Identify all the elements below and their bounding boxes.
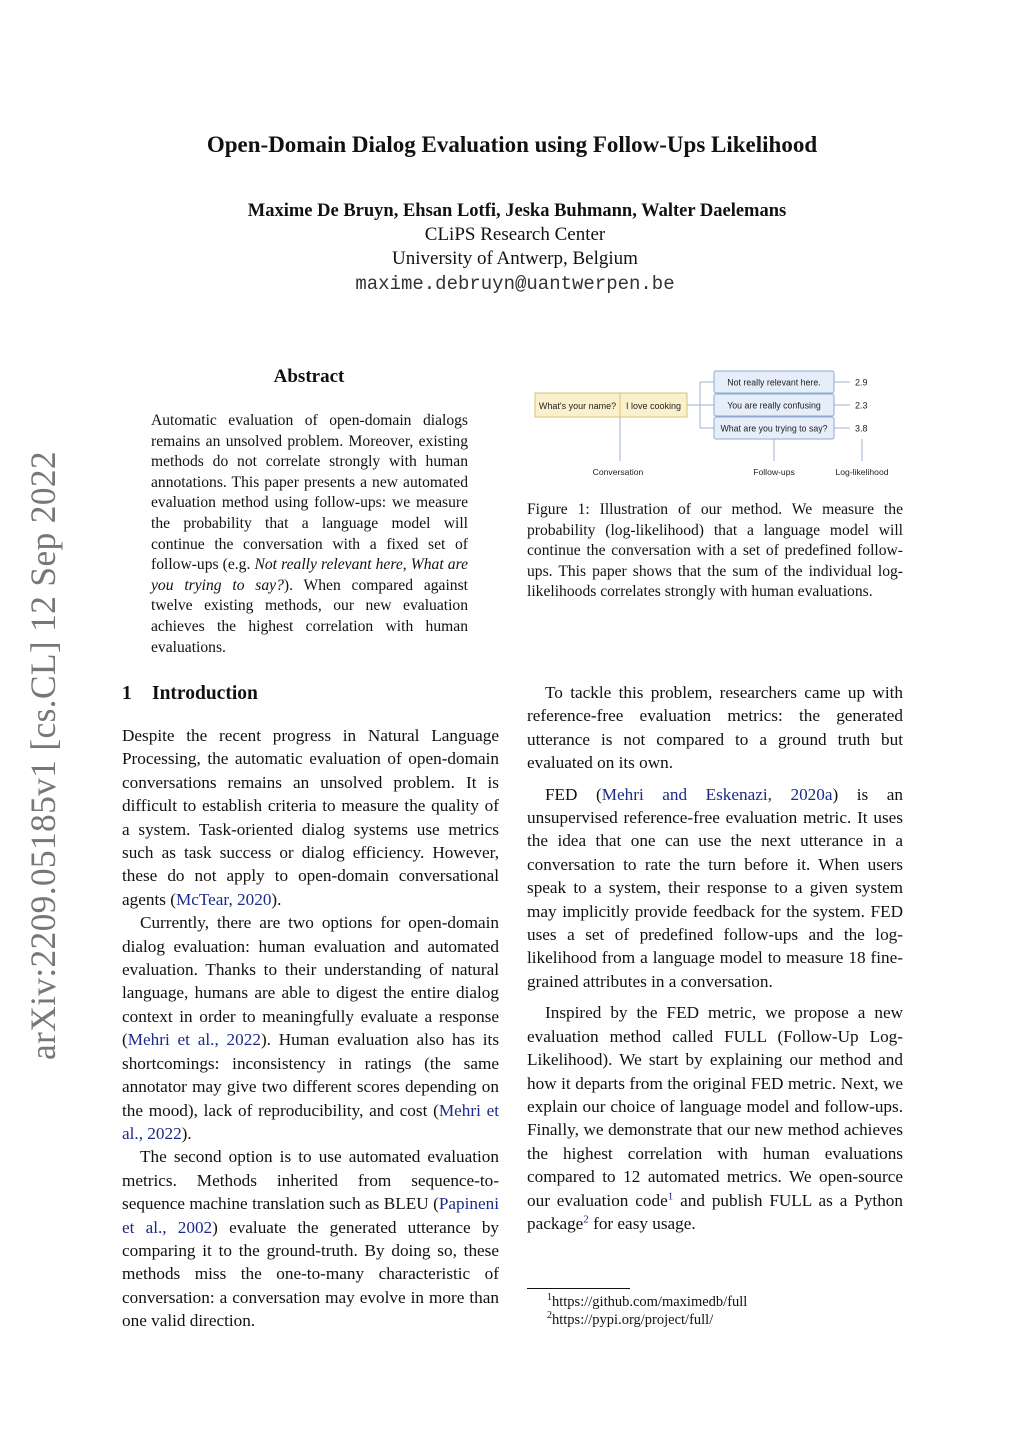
footnote-2: $^2$https://pypi.org/project/full/: [547, 1310, 714, 1328]
score-1: 2.9: [855, 377, 868, 388]
label-loglikelihood: Log-likelihood: [835, 467, 889, 477]
footnotes: [527, 1293, 747, 1329]
context-text-1: What's your name?: [538, 401, 617, 411]
context-text-2: I love cooking: [625, 401, 682, 411]
intro-paragraph-6: Inspired by the FED metric, we propose a new evaluation method called FULL (Follow-Up Log-Likelihood). We start by explaining our method and how it departs from the original FED metric. Next, we explain our choice of language model and follow-ups. Finally, we demonstrate that our new method achieves the highest correlation with human evaluations compared to 12 automated metrics. We open-source our evaluation code$^1$ and publish FULL as a Python package$^2$ for easy usage.: [527, 1003, 903, 1233]
section-number: 1: [122, 683, 132, 704]
followup-text-2: You are really confusing: [727, 400, 821, 411]
arxiv-identifier: arXiv:2209.05185v1 [cs.CL] 12 Sep 2022: [23, 451, 63, 1060]
followup-text-3: What are you trying to say?: [720, 423, 828, 434]
intro-paragraph-4: To tackle this problem, researchers came up with reference-free evaluation metrics: the generated utterance is not compared to a ground truth but evaluated on its own.: [527, 683, 903, 773]
followup-text-1: Not really relevant here.: [727, 377, 821, 388]
intro-paragraph-3: The second option is to use automated evaluation metrics. Methods inherited from sequence-to-sequence machine translation such as BLEU (Papineni et al., 2002) evaluate the generated utterance by comparing it to the ground-truth. By doing so, these methods miss the one-to-many characteristic of conversation: a conversation may evolve in more than one valid direction.: [122, 1147, 500, 1331]
label-conversation: Conversation: [592, 467, 644, 477]
score-2: 2.3: [855, 400, 868, 411]
conversation-context: [535, 393, 687, 417]
loglik-scores: [855, 378, 868, 434]
footnote-ref-1[interactable]: 1: [667, 1189, 674, 1202]
intro-paragraph-1: Despite the recent progress in Natural Language Processing, the automatic evaluation of open-domain conversations remains an unsolved problem. It is difficult to establish criteria to measure the quality of a system. Task-oriented dialog systems use metrics such as task success or dialog efficiency. However, these do not apply to open-domain conversational agents (McTear, 2020).: [122, 726, 499, 909]
abstract-body: Automatic evaluation of open-domain dialogs remains an unsolved problem. Moreover, existing methods do not correlate strongly with human annotations. This paper presents a new automated evaluation method using follow-ups: we measure the probability that a language model will continue the conversation with a fixed set of follow-ups (e.g. Not really relevant here, What are you trying to say?). When compared against twelve existing methods, our new evaluation achieves the highest correlation with human evaluations.: [151, 412, 468, 656]
abstract-heading: Abstract: [273, 366, 345, 387]
citation-mehri-2022[interactable]: Mehri et al., 2022: [127, 1030, 261, 1050]
context-to-followup-lines: [687, 382, 714, 428]
followup-list: [714, 371, 834, 439]
citation-papineni[interactable]: Papineni et al., 2002: [122, 1194, 499, 1237]
section-heading-introduction: [122, 683, 258, 705]
section-title: Introduction: [152, 683, 258, 704]
figure-1-diagram: [528, 366, 898, 486]
label-followups: Follow-ups: [753, 467, 795, 477]
author-list: Maxime De Bruyn, Ehsan Lotfi, Jeska Buhmann, Walter Daelemans: [247, 201, 787, 221]
citation-mctear[interactable]: McTear, 2020: [175, 889, 272, 909]
affiliation-university: University of Antwerp, Belgium: [392, 248, 638, 269]
footnote-divider: [527, 1288, 630, 1289]
figure-1-caption: Figure 1: Illustration of our method. We measure the probability (log-likelihood) that a language model will continue the conversation with a set of predefined follow-ups. This paper shows that the sum of the individual log-likelihoods correlates strongly with human evaluations.: [527, 501, 903, 601]
citation-mehri-2022-second[interactable]: Mehri et al., 2022: [122, 1100, 499, 1143]
left-column: [122, 724, 499, 1333]
intro-paragraph-2: Currently, there are two options for open-domain dialog evaluation: human evaluation and automated evaluation. Thanks to their understanding of natural language, humans are able to digest the entire dialog context in order to meaningfully evaluate a response (Mehri et al., 2022). Human evaluation also has its shortcomings: inconsistency in ratings (the same annotator may give two different scores depending on the mood), lack of reproducibility, and cost (Mehri et al., 2022).: [122, 913, 500, 1143]
author-email[interactable]: maxime.debruyn@uantwerpen.be: [355, 273, 675, 295]
intro-paragraph-5: FED (Mehri and Eskenazi, 2020a) is an unsupervised reference-free evaluation metric. It uses the idea that one can use the next utterance in a conversation to rate the turn before it. When users speak to a system, their response to a given system may implicitly provide feedback for the system. FED uses a set of predefined follow-ups and the log-likelihood from a language model to measure 18 fine-grained attributes in a conversation.: [527, 784, 903, 991]
footnote-link-pypi[interactable]: https://pypi.org/project/full/: [552, 1312, 714, 1328]
followup-to-score-lines: [834, 382, 850, 428]
affiliation-center: CLiPS Research Center: [424, 224, 606, 245]
citation-mehri-eskenazi[interactable]: Mehri and Eskenazi, 2020a: [601, 784, 833, 804]
right-column: [527, 681, 903, 1243]
footnote-link-github[interactable]: https://github.com/maximedb/full: [552, 1294, 748, 1310]
footnote-ref-2[interactable]: 2: [583, 1213, 589, 1226]
paper-title: Open-Domain Dialog Evaluation using Follow-Ups Likelihood: [206, 132, 818, 157]
footnote-1: $^1$https://github.com/maximedb/full: [547, 1292, 748, 1310]
score-3: 3.8: [855, 423, 868, 434]
